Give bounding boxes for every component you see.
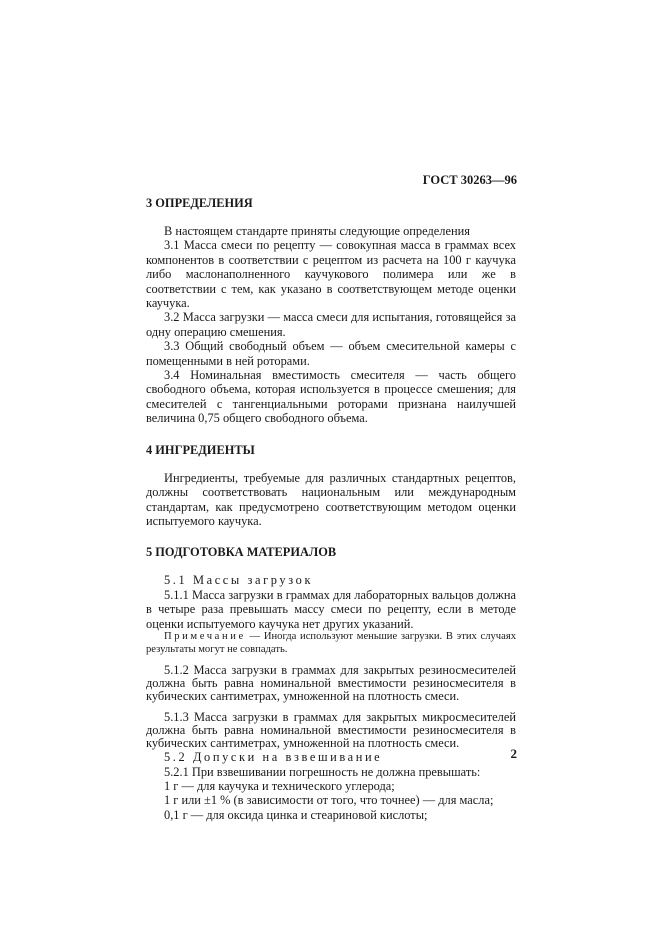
paragraph-5-2-1: 5.2.1 При взвешивании погрешность не должна превышать: bbox=[164, 764, 481, 779]
tolerance-line-2: 1 г или ±1 % (в зависимости от того, что точнее) — для масла; bbox=[164, 793, 494, 808]
standard-number: ГОСТ 30263—96 bbox=[422, 173, 517, 187]
note bbox=[146, 631, 516, 656]
definition-3-3: 3.3 Общий свободный объем — объем смесительной камеры с помещенными в ней роторами. bbox=[146, 339, 516, 368]
section-5-heading: 5 ПОДГОТОВКА МАТЕРИАЛОВ bbox=[146, 545, 337, 560]
paragraph-5-1-1: 5.1.1 Масса загрузки в граммах для лабораторных вальцов должна в четыре раза превышать массу смеси по рецепту, если в методе оценки испытуемого каучука нет других указаний. bbox=[146, 587, 516, 631]
page-number: 2 bbox=[510, 746, 517, 761]
definition-3-4: 3.4 Номинальная вместимость смесителя — часть общего свободного объема, которая используется в процессе смешения; для смесителей с тангенциальными роторами признана наилучшей величина 0,75 общего свободного объема. bbox=[146, 368, 516, 426]
note-text: — Иногда используют меньшие загрузки. В этих случаях результаты могут не совпадать. bbox=[146, 630, 516, 655]
definition-3-2: 3.2 Масса загрузки — масса смеси для испытания, готовящейся за одну операцию смешения. bbox=[146, 310, 516, 339]
subsection-5-2-title: 5.2 Допуски на взвешивание bbox=[164, 750, 383, 765]
tolerance-line-1: 1 г — для каучука и технического углерода; bbox=[164, 778, 395, 793]
section-4-text: Ингредиенты, требуемые для различных стандартных рецептов, должны соответствовать национальным или международным стандартам, как предусмотрено соответствующим методом оценки испытуемого каучука. bbox=[146, 470, 516, 528]
section-4-heading: 4 ИНГРЕДИЕНТЫ bbox=[146, 442, 255, 457]
document-body bbox=[146, 196, 516, 822]
section-3-intro: В настоящем стандарте приняты следующие определения bbox=[164, 224, 470, 238]
section-3-heading: 3 ОПРЕДЕЛЕНИЯ bbox=[146, 196, 253, 210]
tolerance-line-3: 0,1 г — для оксида цинка и стеариновой кислоты; bbox=[164, 807, 428, 822]
note-label: Примечание bbox=[164, 630, 246, 642]
paragraph-5-1-3: 5.1.3 Масса загрузки в граммах для закрытых микросмесителей должна быть равна номинальной вместимости резиносмесителя в кубических сантиметрах, умноженной на плотность смеси. bbox=[146, 710, 516, 751]
subsection-5-1-title: 5.1 Массы загрузок bbox=[164, 573, 314, 588]
paragraph-5-1-2: 5.1.2 Масса загрузки в граммах для закрытых резиносмесителей должна быть равна номинальной вместимости резиносмесителя в кубических сантиметрах, умноженной на плотность смеси. bbox=[146, 663, 516, 704]
definition-3-1: 3.1 Масса смеси по рецепту — совокупная масса в граммах всех компонентов в соответствии с рецептом из расчета на 100 г каучука либо маслонаполненного каучукового полимера или же в соответствии с тем, как указано в соответствующем методе оценки каучука. bbox=[146, 238, 516, 311]
